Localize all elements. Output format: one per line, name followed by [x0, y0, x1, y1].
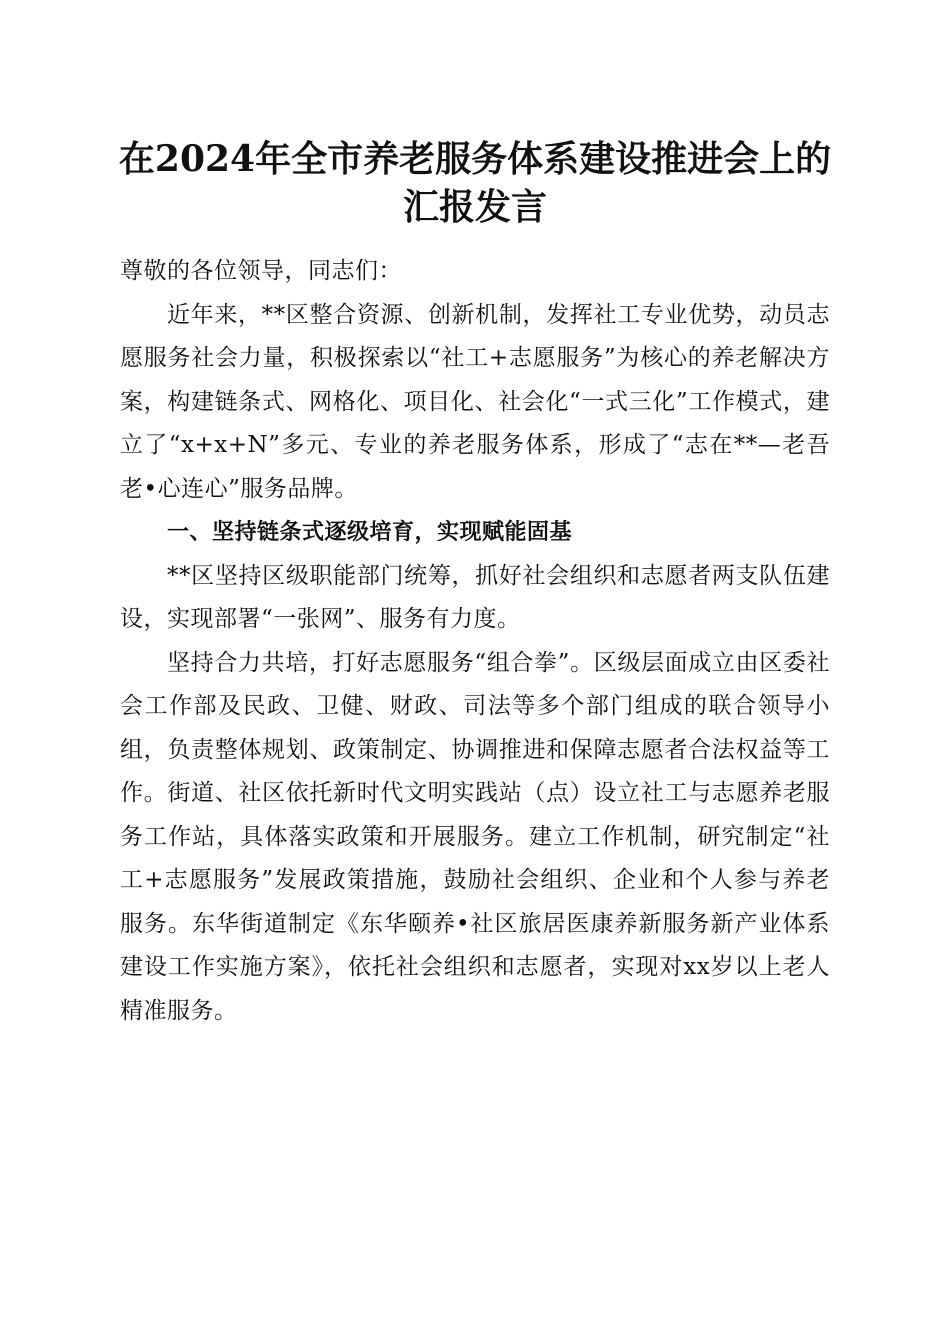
document-title — [100, 135, 850, 231]
section-heading-1: 一、坚持链条式逐级培育，实现赋能固基 — [167, 520, 573, 545]
paragraph-section-1-summary: **区坚持区级职能部门统筹，抓好社会组织和志愿者两支队伍建设，实现部署“一张网”、服务有力度。 — [120, 562, 830, 632]
document-body — [120, 250, 830, 1033]
title-line-2: 汇报发言 — [402, 186, 547, 228]
paragraph-section-1-detail: 坚持合力共培，打好志愿服务“组合拳”。区级层面成立由区委社会工作部及民政、卫健、财政、司法等多个部门组成的联合领导小组，负责整体规划、政策制定、协调推进和保障志愿者合法权益等工作。街道、社区依托新时代文明实践站（点）设立社工与志愿养老服务工作站，具体落实政策和开展服务。建立工作机制，研究制定“社工+志愿服务”发展政策措施，鼓励社会组织、企业和个人参与养老服务。东华街道制定《东华颐养•社区旅居医康养新服务新产业体系建设工作实施方案》，依托社会组织和志愿者，实现对xx岁以上老人精准服务。 — [120, 649, 830, 1024]
paragraph-intro: 近年来，**区整合资源、创新机制，发挥社工专业优势，动员志愿服务社会力量，积极探索以“社工+志愿服务”为核心的养老解决方案，构建链条式、网格化、项目化、社会化“一式三化”工作模式，建立了“x+x+N”多元、专业的养老服务体系，形成了“志在**—老吾老•心连心”服务品牌。 — [120, 301, 830, 502]
salutation: 尊敬的各位领导，同志们： — [120, 258, 402, 284]
title-line-1: 在2024年全市养老服务体系建设推进会上的 — [118, 138, 832, 180]
